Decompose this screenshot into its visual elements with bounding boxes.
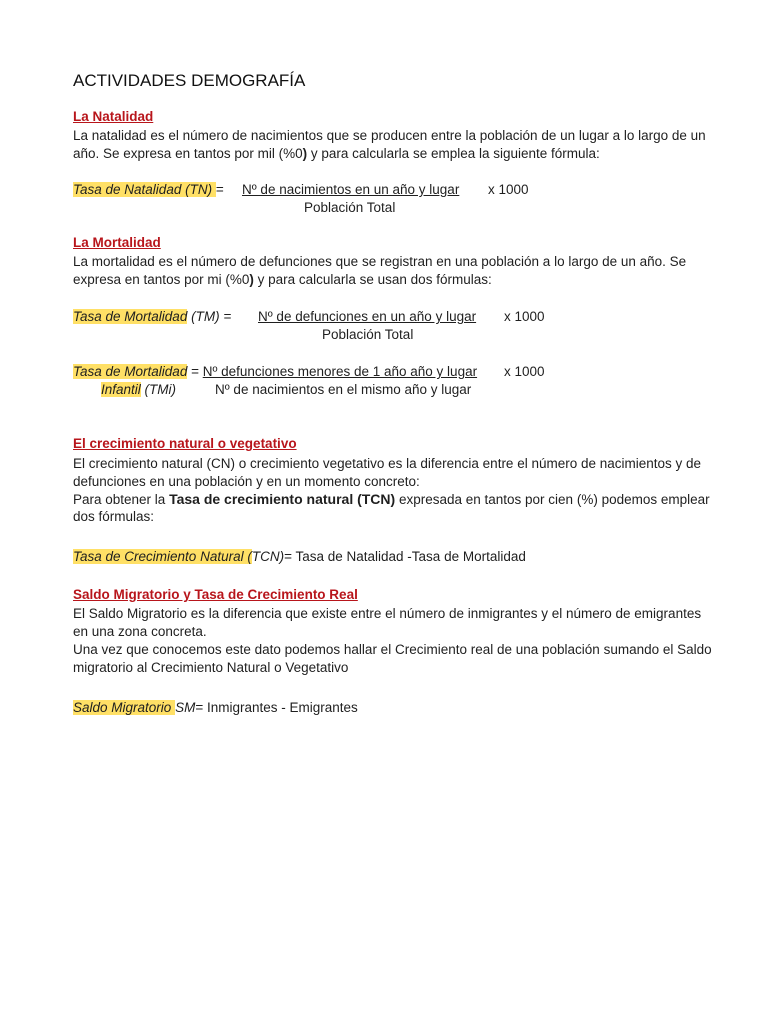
saldo-text-line2: en una zona concreta. [73,624,207,639]
formula-tm-denominator: Población Total [322,327,414,342]
formula-tm-highlight: Tasa de Mortalidad [73,309,188,324]
formula-sm-symbol: SM [175,700,196,715]
crecimiento-text-line2: defunciones en una población y en un momento concreto: [73,474,420,489]
formula-tmi-multiplier: x 1000 [504,364,545,379]
saldo-text-line1: El Saldo Migratorio es la diferencia que existe entre el número de inmigrantes y el número de emigrantes [73,606,702,621]
crecimiento-text-line4: dos fórmulas: [73,509,155,524]
formula-tm-multiplier: x 1000 [504,309,545,324]
heading-crecimiento: El crecimiento natural o vegetativo [73,436,297,451]
formula-tmi-symbol: (TMi) [140,382,177,397]
formula-tmi-denominator: Nº de nacimientos en el mismo año y lugar [215,382,472,397]
formula-tcn-rest: = Tasa de Natalidad -Tasa de Mortalidad [284,549,526,564]
formula-tm-label [73,308,231,326]
mortalidad-text-line1: La mortalidad es el número de defunciones que se registran en una población a lo largo de un año. Se [73,254,687,269]
formula-tn-denominator: Población Total [304,200,396,215]
formula-tn-equals: = [215,182,224,197]
formula-tn-highlight: Tasa de Natalidad (TN) [73,182,216,197]
natalidad-text-bold-paren: ) [302,146,308,161]
mortalidad-text-bold-paren: ) [249,272,254,287]
heading-mortalidad: La Mortalidad [73,235,161,250]
formula-tcn [73,548,526,566]
formula-sm-highlight: Saldo Migratorio [73,700,176,715]
formula-tm-symbol: (TM) = [187,309,232,324]
natalidad-text-part: y para calcularla se emplea la siguiente fórmula: [307,146,600,161]
formula-tmi-equals: = [187,364,203,379]
mortalidad-text-line2 [73,271,492,289]
formula-tcn-symbol: TCN) [251,549,285,564]
crecimiento-text-bold: Tasa de crecimiento natural (TCN) [169,491,396,507]
formula-tmi-numerator: Nº defunciones menores de 1 año año y lugar [202,364,478,379]
heading-natalidad: La Natalidad [73,109,154,124]
saldo-text-line4: migratorio al Crecimiento Natural o Vegetativo [73,660,349,675]
formula-tmi-line1 [73,363,477,381]
crecimiento-text-part: expresada en tantos por cien (%) podemos emplear [395,492,710,507]
natalidad-text-line1: La natalidad es el número de nacimientos que se producen entre la población de un lugar a lo largo de un [73,128,706,143]
crecimiento-text-line3 [73,490,710,509]
formula-tn-multiplier: x 1000 [488,182,529,197]
formula-tm-numerator: Nº de defunciones en un año y lugar [258,309,477,324]
formula-tmi-highlight: Tasa de Mortalidad [73,364,188,379]
crecimiento-text-part: Para obtener la [73,492,170,507]
formula-tn-label [73,181,224,199]
formula-tcn-highlight: Tasa de Crecimiento Natural ( [73,549,252,564]
page-title: ACTIVIDADES DEMOGRAFÍA [73,71,306,90]
mortalidad-text-part: y para calcularla se usan dos fórmulas: [253,272,492,287]
formula-tn-numerator: Nº de nacimientos en un año y lugar [242,182,460,197]
heading-saldo: Saldo Migratorio y Tasa de Crecimiento Real [73,587,358,602]
formula-sm [73,699,358,717]
formula-tmi-line2 [101,381,176,399]
crecimiento-text-line1: El crecimiento natural (CN) o crecimiento vegetativo es la diferencia entre el número de nacimientos y de [73,456,702,471]
formula-tmi-highlight-infantil: Infantil [101,382,141,397]
formula-sm-rest: = Inmigrantes - Emigrantes [195,700,358,715]
mortalidad-text-part: expresa en tantos por mi (%0 [73,272,250,287]
natalidad-text-part: año. Se expresa en tantos por mil (%0 [73,146,303,161]
natalidad-text-line2 [73,145,600,163]
saldo-text-line3: Una vez que conocemos este dato podemos hallar el Crecimiento real de una población sumando el Saldo [73,642,712,657]
